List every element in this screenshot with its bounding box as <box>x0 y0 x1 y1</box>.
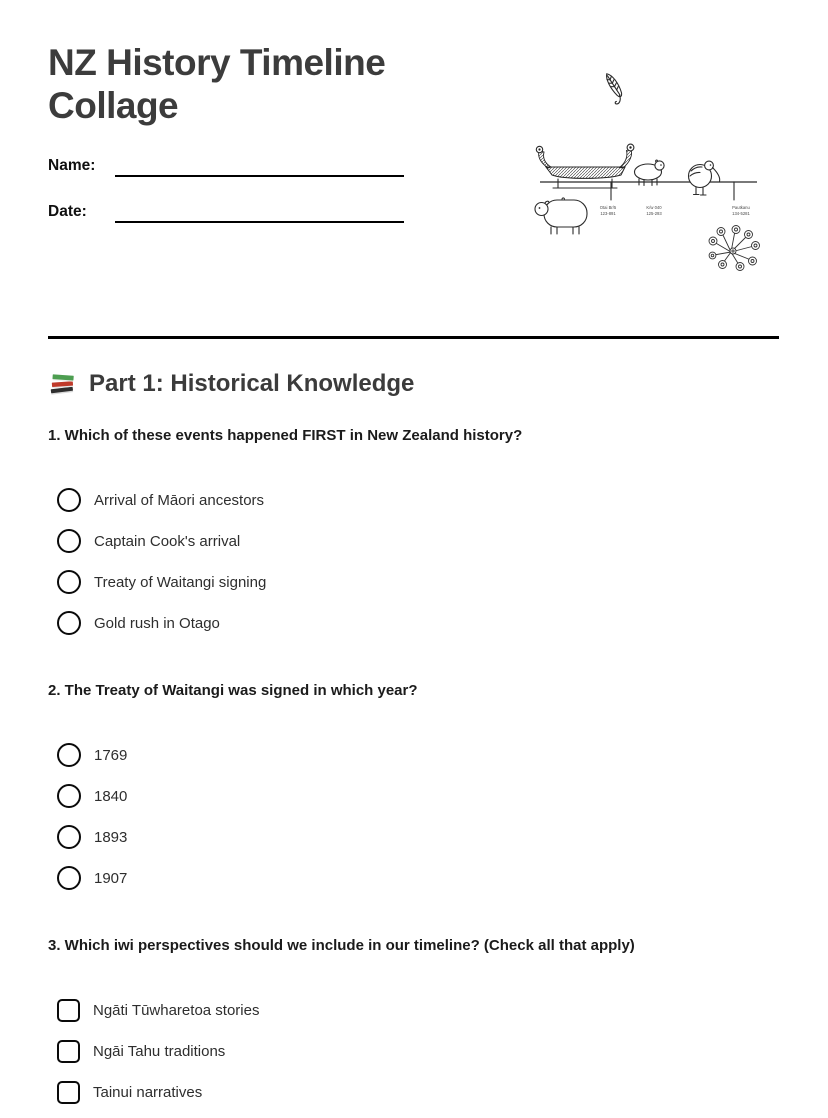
question-block <box>48 426 779 636</box>
date-field-row <box>48 199 404 223</box>
part1-section <box>48 370 779 1105</box>
radio-button[interactable] <box>57 529 81 553</box>
date-label: Date: <box>48 203 87 221</box>
radio-button[interactable] <box>57 611 81 635</box>
option-list <box>57 997 779 1105</box>
option-label: 1769 <box>94 746 128 764</box>
books-icon <box>48 371 76 397</box>
koru-icon <box>709 226 760 271</box>
option-row <box>57 997 779 1023</box>
name-label: Name: <box>48 157 96 175</box>
option-label: Ngāi Tahu traditions <box>93 1042 226 1060</box>
page-title: NZ History Timeline Collage <box>48 42 386 126</box>
question-block <box>48 681 779 891</box>
option-label: 1893 <box>94 828 128 846</box>
name-field-row <box>48 153 404 177</box>
option-row <box>57 865 779 891</box>
option-row <box>57 824 779 850</box>
kiwi-bird-icon <box>689 161 720 195</box>
question-text: 3. Which iwi perspectives should we include in our timeline? (Check all that apply) <box>48 937 635 954</box>
option-label: Gold rush in Otago <box>94 614 220 632</box>
option-row <box>57 528 779 554</box>
option-label: Tainui narratives <box>93 1083 203 1101</box>
sheep-icon <box>535 198 587 234</box>
worksheet-header <box>48 0 779 336</box>
option-row <box>57 1079 779 1105</box>
timeline-caption: 123-891 <box>600 211 616 216</box>
radio-button[interactable] <box>57 825 81 849</box>
part1-heading-label: Part 1: Historical Knowledge <box>89 370 415 397</box>
question-text: 2. The Treaty of Waitangi was signed in which year? <box>48 682 418 699</box>
option-list <box>57 487 779 636</box>
option-label: Arrival of Māori ancestors <box>94 491 265 509</box>
collage-svg <box>528 62 760 274</box>
option-label: 1907 <box>94 869 128 887</box>
option-label: Ngāti Tūwharetoa stories <box>93 1001 260 1019</box>
timeline-caption: Pautkanu <box>732 205 750 210</box>
radio-button[interactable] <box>57 488 81 512</box>
radio-button[interactable] <box>57 743 81 767</box>
checkbox[interactable] <box>57 1040 80 1063</box>
option-label: 1840 <box>94 787 128 805</box>
section-divider <box>48 336 779 339</box>
option-row <box>57 487 779 513</box>
radio-button[interactable] <box>57 784 81 808</box>
checkbox[interactable] <box>57 999 80 1022</box>
option-row <box>57 742 779 768</box>
checkbox[interactable] <box>57 1081 80 1104</box>
timeline-collage-illustration <box>528 62 760 274</box>
questions <box>48 426 779 1105</box>
timeline-caption: 134-5281 <box>732 211 750 216</box>
timeline-caption: 125-293 <box>646 211 662 216</box>
timeline-caption: Otai Br/5 <box>599 205 617 210</box>
option-row <box>57 610 779 636</box>
option-row <box>57 569 779 595</box>
option-label: Captain Cook's arrival <box>94 532 241 550</box>
option-list <box>57 742 779 891</box>
option-label: Treaty of Waitangi signing <box>94 573 267 591</box>
option-row <box>57 783 779 809</box>
question-block <box>48 936 779 1105</box>
timeline-caption: K/w 040 <box>646 205 662 210</box>
part1-heading <box>48 370 779 398</box>
radio-button[interactable] <box>57 570 81 594</box>
feather-icon <box>599 72 627 105</box>
question-text: 1. Which of these events happened FIRST in New Zealand history? <box>48 427 523 444</box>
student-fields <box>48 153 404 223</box>
date-input-line[interactable] <box>115 201 404 223</box>
name-input-line[interactable] <box>115 155 404 177</box>
radio-button[interactable] <box>57 866 81 890</box>
option-row <box>57 1038 779 1064</box>
